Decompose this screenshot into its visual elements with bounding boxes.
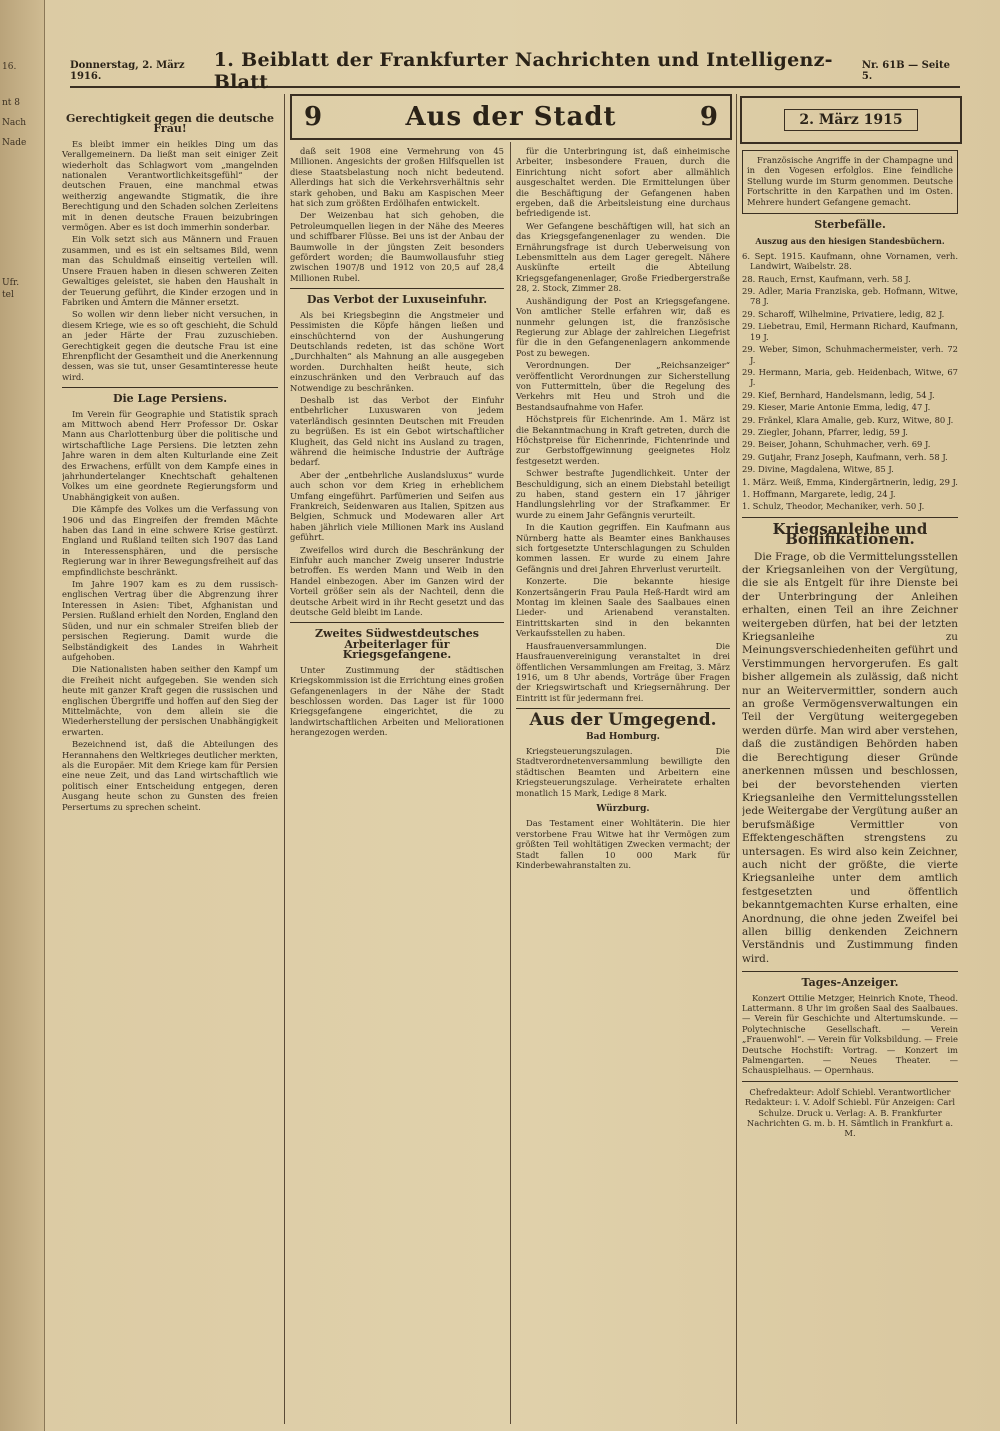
article-paragraph: Hausfrauenversammlungen. Die Hausfrauenvereinigung veranstaltet in drei öffentlichen Versammlungen am Freitag, 3. März 1916, um 8 Uhr abends, Vorträge über Fragen der Kriegswirtschaft und Kriegsernährung. Der Eintritt ist für jedermann frei. xyxy=(516,640,730,703)
article-paragraph: Höchstpreis für Eichenrinde. Am 1. März ist die Bekanntmachung in Kraft getreten, durch die Höchstpreise für Eichenrinde, Fichtenrinde und zur Gerbstoffgewinnung geeignetes Holz festgesetzt werden. xyxy=(516,414,730,466)
article-heading: Das Verbot der Luxuseinfuhr. xyxy=(306,293,488,307)
edge-text: Nade xyxy=(2,138,27,148)
article-paragraph: Im Jahre 1907 kam es zu dem russisch-englischen Vertrag über die Abgrenzung ihrer Interessen in Asien: Tibet, Afghanistan und Persien. Rußland erhielt den Norden, England den Süden, und nur ein schmaler Streifen blieb der persischen Regierung. Damit wurde die Selbständigkeit des Landes in Wahrheit aufgehoben. xyxy=(62,579,278,662)
column-rule xyxy=(510,142,511,1424)
article-heading: Zweites Südwestdeutsches Arbeiterlager für Kriegsgefangene. xyxy=(314,627,479,662)
edge-text: nt 8 xyxy=(2,98,20,108)
list-item: 28. Rauch, Ernst, Kaufmann, verh. 58 J. xyxy=(742,273,911,284)
list-item: 29. Adler, Maria Franziska, geb. Hofmann, Witwe, 78 J. xyxy=(742,286,958,307)
list-item: 29. Fränkel, Klara Amalie, geb. Kurz, Witwe, 80 J. xyxy=(742,414,954,425)
list-item: 6. Sept. 1915. Kaufmann, ohne Vornamen, verh. Landwirt, Waibelstr. 28. xyxy=(742,250,958,272)
list-item: 1. Hoffmann, Margarete, ledig, 24 J. xyxy=(742,488,896,499)
divider xyxy=(516,708,730,709)
list-item: 1. Schulz, Theodor, Mechaniker, verh. 50 J. xyxy=(742,501,925,512)
article-paragraph: Das Testament einer Wohltäterin. Die hier verstorbene Frau Witwe hat ihr Vermögen zum größten Teil wohltätigen Zwecken vermacht; der Stadt fallen 10 000 Mark für Kinderbewahranstalten zu. xyxy=(516,818,730,870)
column-rule xyxy=(736,94,737,1424)
list-item: 29. Scharoff, Wilhelmine, Privatiere, ledig, 82 J. xyxy=(742,308,945,319)
ornament-icon: 9 xyxy=(699,102,718,132)
divider xyxy=(742,1081,958,1082)
article-paragraph: Kriegsteuerungszulagen. Die Stadtverordnetenversammlung bewilligte den städtischen Beamten und Arbeitern eine Kriegsteuerungszulage. Verheiratete erhalten monatlich 15 Mark, Ledige 8 Mark. xyxy=(516,745,730,798)
divider xyxy=(290,288,504,289)
list-item: 29. Hermann, Maria, geb. Heidenbach, Witwe, 67 J. xyxy=(742,366,958,388)
article-heading: Tages-Anzeiger. xyxy=(801,976,899,990)
article-paragraph: für die Unterbringung ist, daß einheimische Arbeiter, insbesondere Frauen, durch die Einrichtung nicht sofort aber allmählich ausgeschaltet werden. Die Ermittelungen über die Beschäftigung der Gefangenen haben ergeben, daß die Arbeitsleistung eine durchaus befriedigende ist. xyxy=(516,146,730,219)
article-paragraph: Als bei Kriegsbeginn die Angstmeier und Pessimisten die Köpfe hängen ließen und einschüchternd von der Aushungerung Deutschlands redeten, ist das schöne Wort „Durchhalten“ als Mahnung an alle ausgegeben worden. Durchhalten heißt heute, sich einzuschränken und den Verbrauch auf das Notwendige zu beschränken. xyxy=(290,309,504,393)
article-paragraph: Im Verein für Geographie und Statistik sprach am Mittwoch abend Herr Professor Dr. Oskar Mann aus Charlottenburg über die politische und wirtschaftliche Lage Persiens. Die letzten zehn Jahre waren in dem alten Kulturlande eine Zeit des Erwachens, erfüllt von dem Kampfe eines in jahrhundertelanger Knechtschaft gehaltenen Volkes um eine geordnete Regierungsform und Unabhängigkeit von außen. xyxy=(62,408,278,502)
place-heading: Würzburg. xyxy=(596,803,650,814)
column-3 xyxy=(516,146,730,1424)
list-item: 29. Ziegler, Johann, Pfarrer, ledig, 59 J. xyxy=(742,426,908,437)
news-box xyxy=(742,150,958,214)
list-item: 29. Divine, Magdalena, Witwe, 85 J. xyxy=(742,464,894,475)
article-paragraph: Schwer bestrafte Jugendlichkeit. Unter der Beschuldigung, sich an einem Diebstahl beteiligt zu haben, stand gestern ein 17 jähriger Handlungslehrling vor der Strafkammer. Er wurde zu einem Jahr Gefängnis verurteilt. xyxy=(516,468,730,520)
article-paragraph: Bezeichnend ist, daß die Abteilungen des Herannahens den Weltkrieges deutlicher merkten, als die Europäer. Mit dem Kriege kam für Persien eine neue Zeit, und das Land wirtschaftlich wie politisch einer Entscheidung entgegen, deren Ausgang heute schon zu Gunsten des freien Persertums zu sprechen scheint. xyxy=(62,739,278,812)
place-heading: Bad Homburg. xyxy=(586,731,660,742)
article-paragraph: Aber der „entbehrliche Auslandsluxus“ wurde auch schon vor dem Krieg in erheblichem Umfang eingeführt. Parfümerien und Seifen aus Frankreich, Seidenwaren aus Italien, Spitzen aus Belgien, Schmuck und Modewaren aller Art haben jährlich viele Millionen Mark ins Ausland geführt. xyxy=(290,469,504,543)
article-paragraph: Deshalb ist das Verbot der Einfuhr entbehrlicher Luxuswaren von jedem vaterländisch gesinnten Deutschen mit Freuden zu begrüßen. Es ist ein Gebot wirtschaftlicher Klugheit, das Geld nicht ins Ausland zu tragen, während die heimische Industrie der Aufträge bedarf. xyxy=(290,394,504,468)
adjacent-page-edge xyxy=(0,0,45,1431)
article-paragraph: Zweifellos wird durch die Beschränkung der Einfuhr auch mancher Zweig unserer Industrie betroffen. Es werden Mann und Weib in den Handel einbezogen. Aber im Ganzen wird der Vorteil größer sein als der Nachteil, denn die deutsche Arbeit wird in ihr Recht gesetzt und das deutsche Geld bleibt im Lande. xyxy=(290,544,504,618)
list-item: 29. Kieser, Marie Antonie Emma, ledig, 47 J. xyxy=(742,402,931,413)
section-title: Aus der Stadt xyxy=(405,102,617,132)
article-paragraph: Aushändigung der Post an Kriegsgefangene. Von amtlicher Stelle erfahren wir, daß es nunmehr gelungen ist, die französische Regierung zur Ablage der zahlreichen Liegefrist für die in den Gefangenenlagern ankommende Post zu bewegen. xyxy=(516,295,730,358)
article-paragraph: Wer Gefangene beschäftigen will, hat sich an das Kriegsgefangenenlager zu wenden. Die Ernährungsfrage ist durch Ueberweisung von Lebensmitteln aus dem Lager geregelt. Nähere Auskünfte erteilt die Abteilung Kriegsgefangenenlager, Große Friedbergerstraße 28, 2. Stock, Zimmer 28. xyxy=(516,220,730,294)
article-body xyxy=(742,551,958,967)
edge-text: Ufr. xyxy=(2,278,20,288)
article-paragraph: Konzerte. Die bekannte hiesige Konzertsängerin Frau Paula Heß-Hardt wird am Montag im kleinen Saale des Saalbaues einen Lieder- und Arienabend veranstalten. Eintrittskarten sind in den bekannten Verkaufsstellen zu haben. xyxy=(516,576,730,639)
page-header xyxy=(70,49,960,93)
article-heading: Kriegsanleihe und Bonifikationen. xyxy=(772,519,928,549)
header-page-number: Nr. 61B — Seite 5. xyxy=(861,60,950,82)
divider xyxy=(742,971,958,972)
section-heading: Aus der Umgegend. xyxy=(529,710,717,731)
article-paragraph: Der Weizenbau hat sich gehoben, die Petroleumquellen liegen in der Nähe des Meeres und schiffbarer Flüsse. Bei uns ist der Anbau der Baumwolle in der jüngsten Zeit besonders gefördert worden; die Baumwollausfuhr stieg zwischen 1907/8 und 1912 von 20,5 auf 28,4 Millionen Rubel. xyxy=(290,210,504,283)
divider xyxy=(62,387,278,388)
column-rule xyxy=(284,94,285,1424)
article-paragraph: Die Frage, ob die Vermittelungsstellen der Kriegsanleihen von der Vergütung, die sie als Entgelt für ihre Dienste bei der Unterbringung der Anleihen erhalten, einen Teil an ihre Zeichner weitergeben dürfen, hat bei der letzten Kriegsanleihe zu Meinungsverschiedenheiten geführt und Verstimmungen hervorgerufen. Es galt bisher allgemein als zulässig, daß nicht nur an Weitervermittler, sondern auch an große Vermögensverwaltungen ein Teil der Vergütung weitergegeben werden dürfe. Man wird aber verstehen, daß die zuständigen Behörden haben die Berechtigung dieser Gründe anerkennen müssen und beschlossen, bei der bevorstehenden vierten Kriegsanleihe den Vermittelungsstellen jede Weitergabe der Vergütung außer an berufsmäßige Vermittler von Effektengeschäften strengstens zu untersagen. Es wird also kein Zeichner, auch nicht der größte, die vierte Kriegsanleihe unter dem amtlich festgesetzten und öffentlich bekanntgemachten Kurse erhalten, eine Anordnung, die ohne jeden Zweifel bei allen billig denkenden Zeichnern Verständnis und Zustimmung finden wird. xyxy=(742,550,958,965)
article-heading: Sterbefälle. xyxy=(814,218,886,232)
article-heading: Die Lage Persiens. xyxy=(112,392,228,406)
date-label: 2. März 1915 xyxy=(784,109,917,131)
date-box xyxy=(740,96,962,144)
header-date: Donnerstag, 2. März 1916. xyxy=(70,60,185,82)
divider xyxy=(742,517,958,518)
article-paragraph: In die Kaution gegriffen. Ein Kaufmann aus Nürnberg hatte als Beamter eines Bankhauses sich fortgesetzte Unterschlagungen zu Schulden kommen lassen. Er wurde zu einem Jahre Gefängnis und drei Jahren Ehrverlust verurteilt. xyxy=(516,522,730,574)
divider xyxy=(290,622,504,623)
article-paragraph: Konzert Ottilie Metzger, Heinrich Knote, Theod. Lattermann. 8 Uhr im großen Saal des Saalbaues. — Verein für Geschichte und Altertumskunde. — Polytechnische Gesellschaft. — Verein „Frauenwohl“. — Verein für Volksbildung. — Freie Deutsche Hochstift: Vortrag. — Konzert im Palmengarten. — Neues Theater. — Schauspielhaus. — Opernhaus. xyxy=(742,992,958,1076)
imprint: Chefredakteur: Adolf Schiebl. Verantwortlicher Redakteur: i. V. Adolf Schiebl. Für Anzeigen: Carl Schulze. Druck u. Verlag: A. B. Frankfurter Nachrichten G. m. b. H. Sämtlich in Frankfurt a. M. xyxy=(744,1086,956,1139)
list-item: 1. März. Weiß, Emma, Kindergärtnerin, ledig, 29 J. xyxy=(742,476,958,487)
column-1 xyxy=(62,94,278,1424)
header-title: 1. Beiblatt der Frankfurter Nachrichten und Intelligenz-Blatt xyxy=(213,49,833,93)
edge-text: 16. xyxy=(2,62,17,72)
news-text: Französische Angriffe in der Champagne und in den Vogesen erfolglos. Eine feindliche Stellung wurde im Sturm genommen. Deutsche Fortschritte in den Karpathen und im Osten. Mehrere hundert Gefangene gemacht. xyxy=(747,155,953,207)
ornament-icon: 9 xyxy=(304,102,323,132)
article-paragraph: daß seit 1908 eine Vermehrung von 45 Millionen. Angesichts der großen Hilfsquellen ist diese Staatsbelastung noch nicht bedeutend. Allerdings hat sich die Verkehrsverhältnis sehr stark gehoben, und Baku am Kaspischen Meer hat sich zum größten Erdölhafen entwickelt. xyxy=(290,146,504,209)
column-2 xyxy=(290,146,504,1424)
death-notices xyxy=(742,251,958,512)
article-subheading: Auszug aus den hiesigen Standesbüchern. xyxy=(755,236,945,247)
list-item: 29. Gutjahr, Franz Joseph, Kaufmann, verh. 58 J. xyxy=(742,451,948,462)
list-item: 29. Liebetrau, Emil, Hermann Richard, Kaufmann, 19 J. xyxy=(742,321,958,342)
list-item: 29. Kief, Bernhard, Handelsmann, ledig, 54 J. xyxy=(742,389,935,400)
article-paragraph: Verordnungen. Der „Reichsanzeiger“ veröffentlicht Verordnungen zur Sicherstellung von Futtermitteln, über die Regelung des Verkehrs mit Heu und Stroh und die Bestandsaufnahme von Hafer. xyxy=(516,360,730,412)
article-heading: Gerechtigkeit gegen die deutsche Frau! xyxy=(65,112,275,136)
edge-text: Nach xyxy=(2,118,27,128)
list-item: 29. Beiser, Johann, Schuhmacher, verh. 69 J. xyxy=(742,439,931,450)
list-item: 29. Weber, Simon, Schuhmachermeister, verh. 72 J. xyxy=(742,344,958,365)
article-paragraph: So wollen wir denn lieber nicht versuchen, in diesem Kriege, wie es so oft geschieht, die Schuld an jeder Härte der Frau zuzuschieben. Gerechtigkeit gegen die deutsche Frau ist eine Ehrenpflicht der Gesamtheit und die Anerkennung dessen, was sie tut, unser Gesamtinteresse heute wird. xyxy=(62,309,278,382)
article-paragraph: Die Kämpfe des Volkes um die Verfassung von 1906 und das Eingreifen der fremden Mächte haben das Land in eine schwere Krise gestürzt. England und Rußland teilten sich 1907 das Land in Interessensphären, und die persische Regierung war in ihrer Bewegungsfreiheit auf das empfindlichste beschränkt. xyxy=(62,504,278,577)
article-paragraph: Es bleibt immer ein heikles Ding um das Verallgemeinern. Da ließt man seit einiger Zeit wiederholt das Schlagwort vom „mangelnden nationalen Verantwortlichkeitsgefühl“ der deutschen Frauen, eine manchmal etwas weitherzig angewandte Stigmatik, die ihre Berechtigung und den Schaden solchen Zerleitens mit in denen deutsche Frauen beizubringen vermögen. Aber es ist doch immerhin sonderbar. xyxy=(62,138,278,233)
article-paragraph: Unter Zustimmung der städtischen Kriegskommission ist die Errichtung eines großen Gefangenenlagers in der Nähe der Stadt beschlossen worden. Das Lager ist für 1000 Kriegsgefangene eingerichtet, die zu landwirtschaftlichen Arbeiten und Meliorationen herangezogen werden. xyxy=(290,664,504,738)
article-paragraph: Ein Volk setzt sich aus Männern und Frauen zusammen, und es ist ein seltsames Bild, wenn man das Schuldmaß einseitig verteilen will. Unsere Frauen haben in diesen schweren Zeiten Gewaltiges geleistet, sie haben den Haushalt in der Teuerung geführt, die Kinder erzogen und in Fabriken und Ämtern die Männer ersetzt. xyxy=(62,234,278,307)
section-masthead xyxy=(290,94,732,140)
edge-text: tel xyxy=(2,290,14,300)
column-4 xyxy=(742,146,958,1424)
article-paragraph: Die Nationalisten haben seither den Kampf um die Freiheit nicht aufgegeben. Sie wenden sich heute mit ganzer Kraft gegen die russischen und englischen Übergriffe und hoffen auf den Sieg der Mittelmächte, von dem allein sie die Wiederherstellung der persischen Unabhängigkeit erwarten. xyxy=(62,664,278,737)
